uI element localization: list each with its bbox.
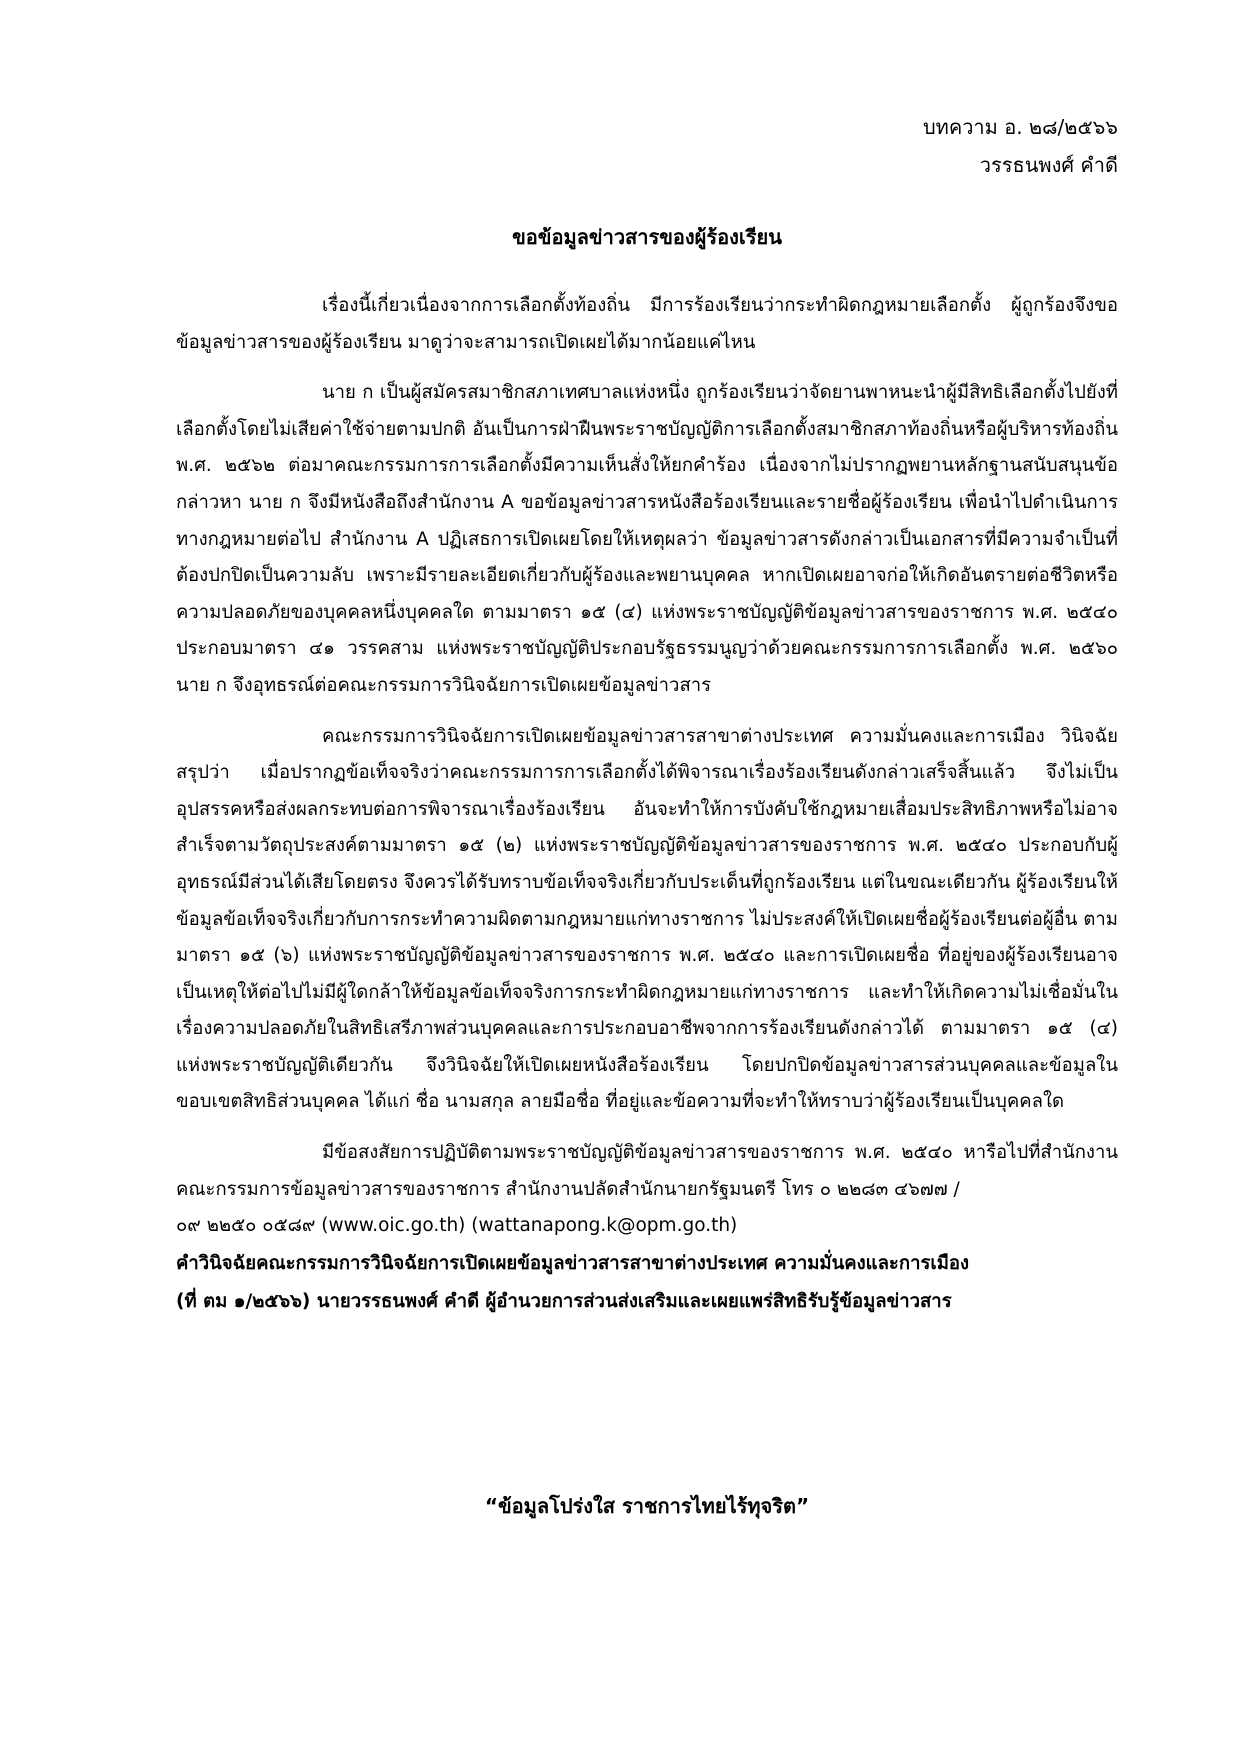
paragraph-contact: มีข้อสงสัยการปฏิบัติตามพระราชบัญญัติข้อมูลข่าวสารของราชการ พ.ศ. ๒๕๔๐ หารือไปที่สำนักงานคณะกรรมการข้อมูลข่าวสารของราชการ สำนักงานปลัดสำนักนายกรัฐมนตรี โทร ๐ ๒๒๘๓ ๔๖๗๗ / (176, 1142, 1118, 1200)
paragraph-intro: เรื่องนี้เกี่ยวเนื่องจากการเลือกตั้งท้องถิ่น มีการร้องเรียนว่ากระทำผิดกฎหมายเลือกตั้ง ผู้ถูกร้องจึงขอข้อมูลข่าวสารของผู้ร้องเรียน มาดูว่าจะสามารถเปิดเผยได้มากน้อยแค่ไหน (176, 295, 1118, 353)
document-body (176, 288, 1118, 1321)
paragraph-facts: นาย ก เป็นผู้สมัครสมาชิกสภาเทศบาลแห่งหนึ่ง ถูกร้องเรียนว่าจัดยานพาหนะนำผู้มีสิทธิเลือกตั้งไปยังที่เลือกตั้งโดยไม่เสียค่าใช้จ่ายตามปกติ อันเป็นการฝ่าฝืนพระราชบัญญัติการเลือกตั้งสมาชิกสภาท้องถิ่นหรือผู้บริหารท้องถิ่น พ.ศ. ๒๕๖๒ ต่อมาคณะกรรมการการเลือกตั้งมีความเห็นสั่งให้ยกคำร้อง เนื่องจากไม่ปรากฏพยานหลักฐานสนับสนุนข้อกล่าวหา นาย ก จึงมีหนังสือถึงสำนักงาน A ขอข้อมูลข่าวสารหนังสือร้องเรียนและรายชื่อผู้ร้องเรียน เพื่อนำไปดำเนินการทางกฎหมายต่อไป สำนักงาน A ปฏิเสธการเปิดเผยโดยให้เหตุผลว่า ข้อมูลข่าวสารดังกล่าวเป็นเอกสารที่มีความจำเป็นที่ต้องปกปิดเป็นความลับ เพราะมีรายละเอียดเกี่ยวกับผู้ร้องและพยานบุคคล หากเปิดเผยอาจก่อให้เกิดอันตรายต่อชีวิตหรือความปลอดภัยของบุคคลหนึ่งบุคคลใด ตามมาตรา ๑๕ (๔) แห่งพระราชบัญญัติข้อมูลข่าวสารของราชการ พ.ศ. ๒๕๔๐ ประกอบมาตรา ๔๑ วรรคสาม แห่งพระราชบัญญัติประกอบรัฐธรรมนูญว่าด้วยคณะกรรมการการเลือกตั้ง พ.ศ. ๒๕๖๐ นาย ก จึงอุทธรณ์ต่อคณะกรรมการวินิจฉัยการเปิดเผยข้อมูลข่าวสาร (176, 382, 1118, 696)
contact-line: ๐๙ ๒๒๕๐ ๐๕๘๙ (www.oic.go.th) (wattanapong.k@opm.go.th) (176, 1215, 738, 1237)
document-title: ขอข้อมูลข่าวสารของผู้ร้องเรียน (512, 225, 782, 249)
paragraph-decision: คณะกรรมการวินิจฉัยการเปิดเผยข้อมูลข่าวสารสาขาต่างประเทศ ความมั่นคงและการเมือง วินิจฉัยสรุปว่า เมื่อปรากฏข้อเท็จจริงว่าคณะกรรมการการเลือกตั้งได้พิจารณาเรื่องร้องเรียนดังกล่าวเสร็จสิ้นแล้ว จึงไม่เป็นอุปสรรคหรือส่งผลกระทบต่อการพิจารณาเรื่องร้องเรียน อันจะทำให้การบังคับใช้กฎหมายเสื่อมประสิทธิภาพหรือไม่อาจสำเร็จตามวัตถุประสงค์ตามมาตรา ๑๕ (๒) แห่งพระราชบัญญัติข้อมูลข่าวสารของราชการ พ.ศ. ๒๕๔๐ ประกอบกับผู้อุทธรณ์มีส่วนได้เสียโดยตรง จึงควรได้รับทราบข้อเท็จจริงเกี่ยวกับประเด็นที่ถูกร้องเรียน แต่ในขณะเดียวกัน ผู้ร้องเรียนให้ข้อมูลข้อเท็จจริงเกี่ยวกับการกระทำความผิดตามกฎหมายแก่ทางราชการ ไม่ประสงค์ให้เปิดเผยชื่อผู้ร้องเรียนต่อผู้อื่น ตามมาตรา ๑๕ (๖) แห่งพระราชบัญญัติข้อมูลข่าวสารของราชการ พ.ศ. ๒๕๔๐ และการเปิดเผยชื่อ ที่อยู่ของผู้ร้องเรียนอาจเป็นเหตุให้ต่อไปไม่มีผู้ใดกล้าให้ข้อมูลข้อเท็จจริงการกระทำผิดกฎหมายแก่ทางราชการ และทำให้เกิดความไม่เชื่อมั่นในเรื่องความปลอดภัยในสิทธิเสรีภาพส่วนบุคคลและการประกอบอาชีพจากการร้องเรียนดังกล่าวได้ ตามมาตรา ๑๕ (๔) แห่งพระราชบัญญัติเดียวกัน จึงวินิจฉัยให้เปิดเผยหนังสือร้องเรียน โดยปกปิดข้อมูลข่าวสารส่วนบุคคลและข้อมูลในขอบเขตสิทธิส่วนบุคคล ได้แก่ ชื่อ นามสกุล ลายมือชื่อ ที่อยู่และข้อความที่จะทำให้ทราบว่าผู้ร้องเรียนเป็นบุคคลใด (176, 725, 1118, 1113)
slogan: “ข้อมูลโปร่งใส ราชการไทยไร้ทุจริต” (484, 1494, 810, 1518)
article-reference: บทความ อ. ๒๘/๒๕๖๖ (922, 115, 1118, 139)
document-header (923, 108, 1118, 184)
decision-reference-line-1: คำวินิจฉัยคณะกรรมการวินิจฉัยการเปิดเผยข้อมูลข่าวสารสาขาต่างประเทศ ความมั่นคงและการเมือง (176, 1252, 970, 1274)
document-page (176, 0, 1118, 1755)
decision-reference-line-2: (ที่ ตม ๑/๒๕๖๖) นายวรรธนพงศ์ คำดี ผู้อำนวยการส่วนส่งเสริมและเผยแพร่สิทธิรับรู้ข้อมูลข่าวสาร (176, 1290, 952, 1312)
author-name: วรรธนพงศ์ คำดี (979, 153, 1118, 177)
